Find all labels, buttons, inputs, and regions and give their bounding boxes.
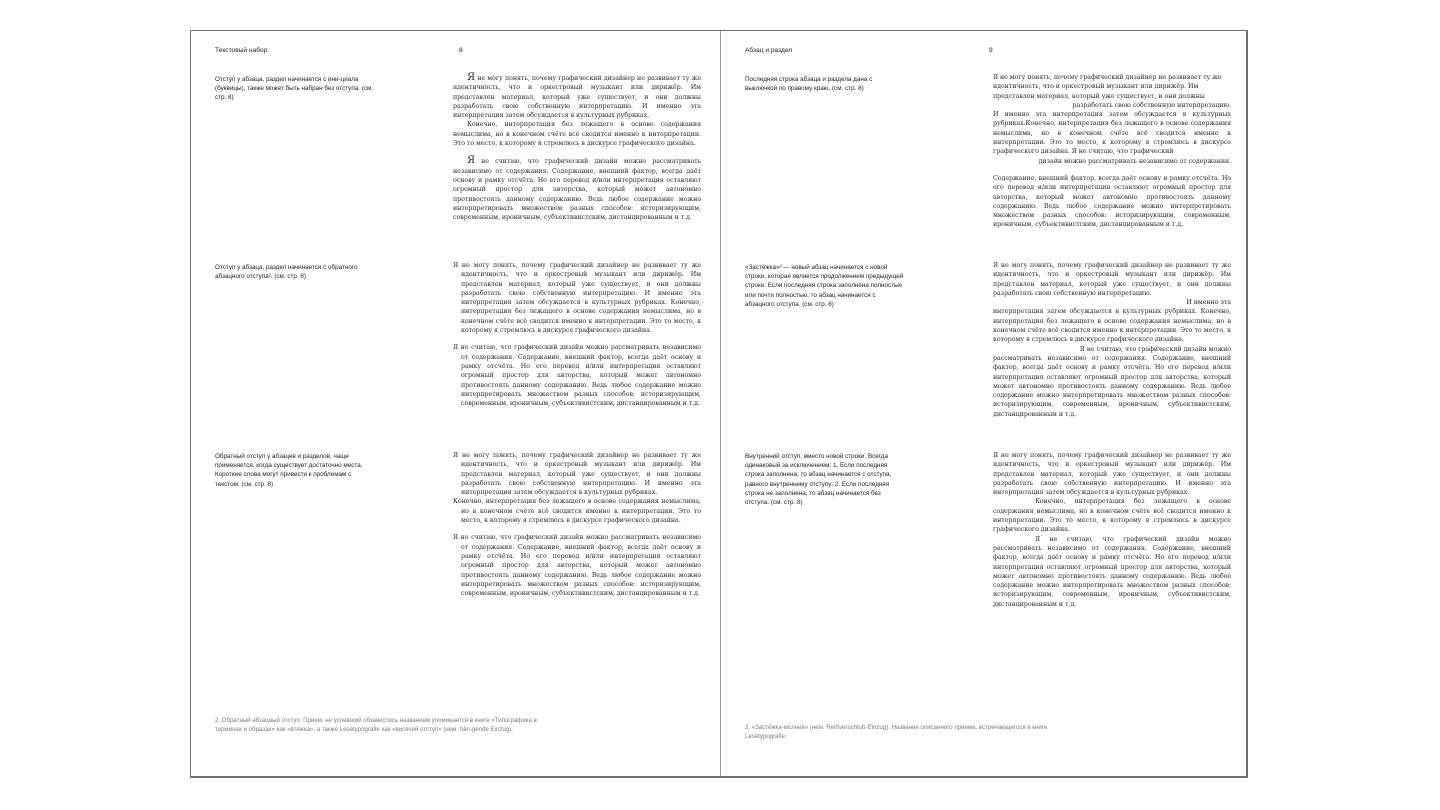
paragraph: Конечно, интерпретация без лежащего в основе содержания немыслима, но в конечном счёте всё сводится именно к интерпретации. Это то место, к которому я стремлюсь в дискурсе графического дизайна. — [453, 498, 701, 525]
paragraph: Я не могу понять, почему графический дизайнер не развивает ту же идентичность, что и оркестровый музыкант или дирижёр. Им представлен материал, который уже существует, и они должны разработать свою собственную интерпретацию. — [993, 262, 1231, 297]
paragraph: Содержание, внешний фактор, всегда даёт основу и рамку отсчёта. Но его перевод и/или интерпретация оставляют огромный простор для авторства, который может автономно противостоять данному содержанию. Ведь любое содержание можно интерпретировать множеством разных способов: историзирующим, современным, ироничным, субъективистским, дистанцированным и т.д. — [993, 174, 1231, 229]
paragraph: Конечно, интерпретация без лежащего в основе содержания немыслима, но в конечном счёте всё сводится именно к интерпретации. Это то место, к которому я стремлюсь в дискурсе графического дизайна. — [453, 121, 701, 148]
book-spread — [190, 30, 1248, 778]
footnote: 3. «Застёжка-молния» (нем. Reißverschluß-Einzug). Название описанного приема, встречающегося в книге Lesetypografie. — [745, 724, 1048, 740]
running-title: Абзац и раздел — [745, 47, 793, 54]
paragraph: Я не могу понять, почему графический дизайнер не развивает ту же идентичность, что и оркестровый музыкант или дирижёр. Им представлен материал, который уже существует, и они должны разработать свою собственную интерпретацию. И именно эта интерпретация затем обсуждается в культурных рубриках. — [993, 452, 1231, 497]
paragraph: Я не считаю, что графический дизайн можно рассматривать независимо от содержания. Содержание, внешний фактор, всегда даёт основу и рамку отсчёта. Но его перевод и/или интерпретация оставляют огромный простор для авторства, который может автономно противостоять данному содержанию. Ведь любое содержание можно интерпретировать множеством разных способов: историзирующим, современным, ироничным, субъективистским, дистанцированным и т.д. — [453, 344, 701, 408]
section-body — [453, 261, 701, 408]
paragraph: Я не могу понять, почему графический дизайнер не развивает ту же идентичность, что и оркестровый музыкант или дирижёр. Им представлен материал, который уже существует, и они должны разработать свою собственную интерпретацию. И именно эта интерпретация затем обсуждается в культурных рубриках. — [453, 452, 701, 497]
paragraph: Я не считаю, что графический дизайн можно рассматривать независимо от содержания. Содержание, внешний фактор, всегда даёт основу и рамку отсчёта. Но его перевод и/или интерпретация оставляют огромный простор для авторства, который может автономно противостоять данному содержанию. Ведь любое содержание можно интерпретировать множеством разных способов: историзирующим, современным, ироничным, субъективистским, дистанцированным и т.д. — [453, 534, 701, 598]
paragraph: Я не могу понять, почему графический дизайнер не развивает ту же идентичность, что и оркестровый музыкант или дирижёр. Им представлен материал, который уже существует, и они должны разработать свою собственную интерпретацию. И именно эта интерпретация затем обсуждается в культурных рубриках. Конечно, интерпретация без лежащего в основе содержания немыслима, но в конечном счёте всё сводится именно к интерпретации. Это то место, к которому я стремлюсь в дискурсе графического дизайна. — [453, 262, 701, 335]
initial-letter: Я — [467, 72, 476, 83]
page-number: 8 — [459, 47, 463, 54]
section-body — [993, 451, 1231, 609]
section-label: Внутренний отступ, вместо новой строки. Всегда одинаковый за исключением: 1. Если последняя строка заполнена, то абзац начинается с отступа, равного внутреннему отступу; 2. Если последняя строка не заполнена, то абзац начинается без отступа. (см. стр. 8) — [745, 453, 892, 507]
paragraph: рассматривать независимо от содержания. Содержание, внешний фактор, всегда даёт основу и рамку отсчёта. Но его перевод и/или интерпретация оставляют огромный простор для авторства, который может автономно противостоять данному содержанию. Ведь любое содержание можно интерпретировать множеством разных способов: историзирующим, современным, ироничным, субъективистским, дистанцированным и т.д. — [993, 354, 1231, 418]
paragraph: Конечно, интерпретация без лежащего в основе содержания немыслима, но в конечном счёте всё сводится именно к интерпретации. Это то место, к которому я стремлюсь в дискурсе графического дизайна. — [993, 498, 1231, 534]
paragraph: Я не могу понять, почему графический дизайнер не развивает ту же идентичность, что и оркестровый музыкант или дирижёр. Им представлен материал, который уже существует, и они должны разработать свою собственную интерпретацию. И именно эта интерпретация затем обсуждается в культурных рубриках. — [453, 72, 701, 120]
running-title: Текстовый набор — [215, 47, 268, 54]
section-body — [993, 261, 1231, 419]
section-label: Отступ у абзаца, раздел начинается с обратного абзацного отступа². (см. стр. 8) — [215, 264, 358, 281]
paragraph: И именно эта интерпретация затем обсуждается в культурных рубриках.Конечно, интерпретация без лежащего в основе содержания немыслима, но в конечном счёте всё сводится именно к интерпретации. Это то место, к которому я стремлюсь в дискурсе графического дизайна. Я не считаю, что графический — [993, 111, 1231, 156]
section-label: Отступ у абзаца, раздел начинается с ини-циала (буквицы), также может быть набран без отступа. (см. стр. 8) — [215, 76, 374, 102]
right-page — [721, 31, 1250, 776]
section-body — [453, 451, 701, 598]
section-body — [993, 73, 1231, 230]
paragraph: интерпретация затем обсуждается в культурных рубриках. Конечно, интерпретация без лежащего в основе содержания немыслима, но в конечном счёте всё сводится именно к интерпретации. Это то место, к которому я стремлюсь в дискурсе графического дизайна. — [993, 308, 1231, 344]
initial-letter: Я — [467, 155, 476, 167]
paragraph: Я не считаю, что графический дизайн можно рассматривать независимо от содержания. Содержание, внешний фактор, всегда даёт основу и рамку отсчёта. Но его перевод и/или интерпретация оставляют огромный простор для авторства, который может автономно противостоять данному содержанию. Ведь любое содержание можно интерпретировать множеством разных способов: историзирующим, современным, ироничным, субъективистским, дистанцированным и т.д. — [993, 535, 1231, 608]
page-number: 9 — [989, 47, 993, 54]
paragraph: дизайн можно рассматривать независимо от содержания. — [1038, 157, 1231, 165]
paragraph: Я не считаю, что графический дизайн можно — [1079, 345, 1231, 353]
section-label: Обратный отступ у абзацев и разделов, чаще применяется, когда существует достаточно места. Короткие слова могут привести к проблемам с текстом. (см. стр. 8) — [215, 453, 363, 488]
section-label: Последняя строка абзаца и раздела дана с выключкой по правому краю. (см. стр. 8) — [745, 76, 873, 93]
section-label: «Застёжка»³ — новый абзац начинается с новой строки, которая является продолжением предыдущей строки. Если последняя строка заполнена полностью или почти полностью, то абзац начинается с абзацного отступа. (см. стр. 8) — [745, 264, 904, 308]
paragraph: Я не могу понять, почему графический дизайнер не развивает ту же идентичность, что и оркестровый музыкант или дирижёр. Им представлен материал, который уже существует, и они должны — [993, 74, 1222, 100]
left-page — [191, 31, 720, 776]
paragraph: Я не считаю, что графический дизайн можно рассматривать независимо от содержания. Содержание, внешний фактор, всегда даёт основу и рамку отсчёта. Но его перевод и/или интерпретация оставляют огромный простор для авторства, который может автономно противостоять данному содержанию. Ведь любое содержание можно интерпретировать множеством разных способов: историзирующим, современным, ироничным, субъективистским, дистанцированным и т.д. — [453, 155, 701, 222]
footnote: 2. Обратный абзацный отступ. Прием, не успевший обзавестись названием упоминается в книге «Типографика в терминах и образах» как «втяжка», а также Lesetypografie как «висячий отступ» (нем. hän-gende Einzug). — [215, 717, 537, 733]
paragraph: разработать свою собственную интерпретацию. — [1072, 101, 1231, 109]
paragraph: И именно эта — [1186, 299, 1231, 307]
section-body — [453, 73, 701, 222]
